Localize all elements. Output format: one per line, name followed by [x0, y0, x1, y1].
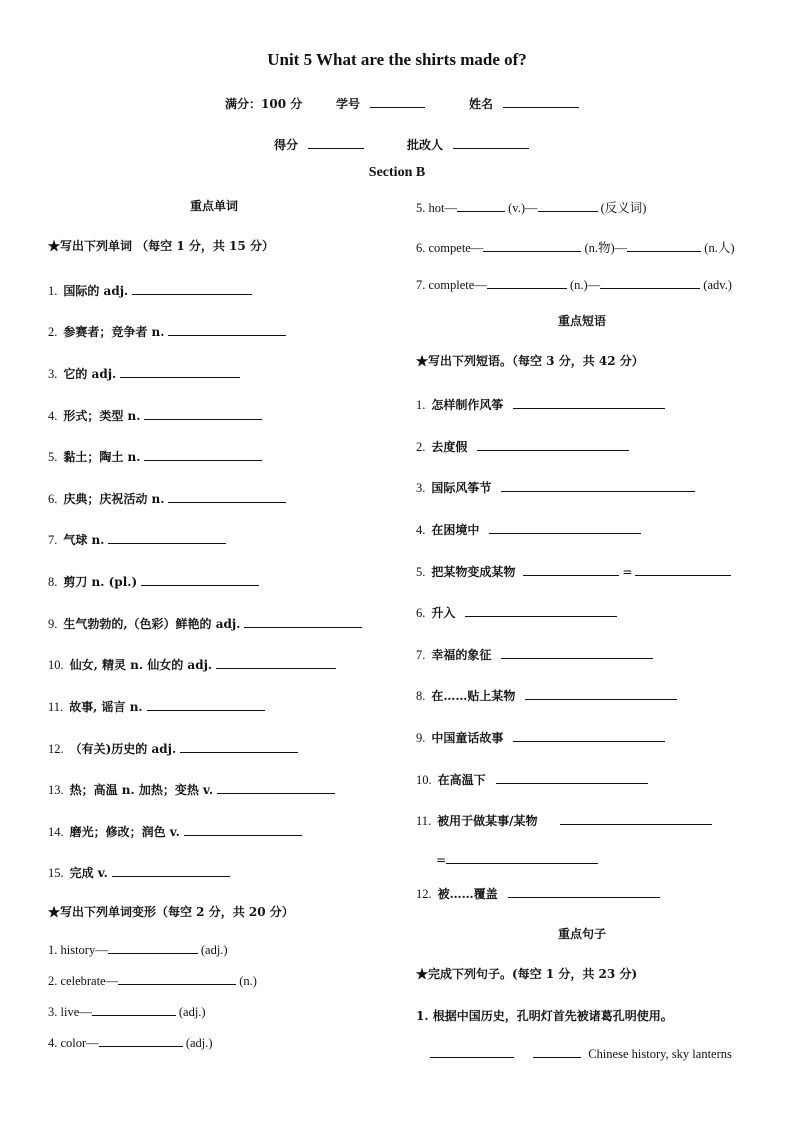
- item-number: 2.: [48, 325, 58, 339]
- item-text: 庆典；庆祝活动 n.: [63, 492, 165, 506]
- item-number: 12.: [416, 887, 432, 901]
- answer-blank[interactable]: [92, 1002, 176, 1016]
- word-item[interactable]: [48, 406, 262, 424]
- answer-blank[interactable]: [489, 520, 641, 534]
- item-number: 1.: [48, 284, 58, 298]
- answer-blank[interactable]: [446, 850, 598, 864]
- score-label: 得分: [274, 138, 299, 152]
- phrase-item[interactable]: [416, 811, 712, 829]
- form-item[interactable]: [416, 238, 735, 256]
- answer-blank[interactable]: [501, 478, 695, 492]
- item-text: 幸福的象征: [431, 648, 492, 662]
- answer-blank[interactable]: [513, 395, 665, 409]
- form-type: (n.): [239, 974, 257, 988]
- item-number: 10.: [416, 773, 432, 787]
- answer-blank[interactable]: [118, 971, 236, 985]
- student-no-blank[interactable]: [370, 95, 425, 108]
- phrase-item[interactable]: [416, 770, 648, 788]
- form-word: 7. complete—: [416, 278, 487, 292]
- answer-blank[interactable]: [141, 572, 259, 586]
- phrase-item[interactable]: [416, 645, 653, 663]
- words-heading: 重点单词: [190, 199, 239, 213]
- item-number: 10.: [48, 658, 64, 672]
- section-title: Section B: [368, 165, 426, 180]
- item-number: 6.: [48, 492, 58, 506]
- phrase-item[interactable]: [416, 603, 617, 621]
- item-number: 8.: [416, 689, 426, 703]
- item-number: 8.: [48, 575, 58, 589]
- form-note: (反义词): [600, 201, 647, 215]
- item-text: 黏土；陶土 n.: [63, 450, 141, 464]
- item-number: 14.: [48, 825, 64, 839]
- item-text: 被用于做某事/某物: [437, 814, 538, 828]
- form-word: 2. celebrate—: [48, 974, 119, 988]
- form-item[interactable]: [48, 1033, 213, 1051]
- word-item[interactable]: [48, 863, 230, 881]
- phrase-item[interactable]: [416, 520, 641, 538]
- answer-blank[interactable]: [477, 437, 629, 451]
- equals-sign: =: [436, 853, 447, 867]
- form-word: 6. compete—: [416, 241, 484, 255]
- item-text: 磨光；修改；润色 v.: [69, 825, 180, 839]
- item-number: 11.: [48, 700, 64, 714]
- form-type: (adj.): [185, 1036, 213, 1050]
- score-blank[interactable]: [308, 136, 364, 149]
- item-text: 生气勃勃的,（色彩）鲜艳的 adj.: [63, 617, 241, 631]
- answer-blank[interactable]: [132, 281, 252, 295]
- item-text: 中国童话故事: [431, 731, 504, 745]
- item-number: 3.: [48, 367, 58, 381]
- answer-blank[interactable]: [168, 322, 286, 336]
- form-item[interactable]: [48, 971, 257, 989]
- task-forms: ★写出下列单词变形（每空 2 分，共 20 分）: [48, 905, 294, 919]
- form-type: (v.)—: [508, 201, 538, 215]
- phrase-item[interactable]: [416, 562, 731, 580]
- phrase-item[interactable]: [416, 884, 660, 902]
- sentence-item: 1. 根据中国历史，孔明灯首先被诸葛孔明使用。: [416, 1009, 673, 1023]
- form-word: 3. live—: [48, 1005, 92, 1019]
- form-word: 1. history—: [48, 943, 108, 957]
- answer-blank[interactable]: [600, 275, 700, 289]
- item-text: 热；高温 n. 加热；变热 v.: [69, 783, 214, 797]
- item-text: 在困境中: [431, 523, 480, 537]
- answer-blank[interactable]: [496, 770, 648, 784]
- answer-blank[interactable]: [180, 739, 298, 753]
- item-number: 4.: [416, 523, 426, 537]
- phrases-heading: 重点短语: [558, 314, 607, 328]
- answer-blank[interactable]: [108, 940, 198, 954]
- item-number: 2.: [416, 440, 426, 454]
- equals-line[interactable]: [436, 850, 598, 868]
- phrase-item[interactable]: [416, 686, 677, 704]
- item-text: 把某物变成某物: [431, 565, 516, 579]
- answer-blank[interactable]: [538, 198, 598, 212]
- answer-blank[interactable]: [147, 697, 265, 711]
- answer-blank[interactable]: [184, 822, 302, 836]
- item-number: 15.: [48, 866, 64, 880]
- form-type: (adj.): [200, 943, 228, 957]
- word-item[interactable]: [48, 364, 240, 382]
- name-label: 姓名: [469, 97, 494, 111]
- item-number: 11.: [416, 814, 432, 828]
- item-number: 5.: [48, 450, 58, 464]
- item-number: 4.: [48, 409, 58, 423]
- item-text: 参赛者；竞争者 n.: [63, 325, 165, 339]
- answer-blank[interactable]: [457, 198, 505, 212]
- answer-blank[interactable]: [144, 447, 262, 461]
- word-item[interactable]: [48, 281, 252, 299]
- student-no-label: 学号: [336, 97, 361, 111]
- form-item[interactable]: [416, 198, 646, 216]
- item-text: 升入: [431, 606, 456, 620]
- answer-blank[interactable]: [112, 863, 230, 877]
- student-no-field[interactable]: [336, 95, 425, 112]
- form-item[interactable]: [48, 940, 228, 958]
- answer-blank[interactable]: [244, 614, 362, 628]
- full-score: 满分：100 分: [225, 97, 303, 111]
- phrase-item[interactable]: [416, 437, 629, 455]
- grader-label: 批改人: [407, 138, 444, 152]
- word-item[interactable]: [48, 489, 286, 507]
- answer-blank[interactable]: [508, 884, 660, 898]
- word-item[interactable]: [48, 739, 298, 757]
- item-text: 形式；类型 n.: [63, 409, 141, 423]
- word-item[interactable]: [48, 655, 336, 673]
- sentence-tail: Chinese history, sky lanterns: [588, 1047, 732, 1061]
- word-item[interactable]: [48, 822, 302, 840]
- item-text: 在高温下: [437, 773, 486, 787]
- item-text: 它的 adj.: [63, 367, 117, 381]
- form-type: (n.)—: [569, 278, 601, 292]
- answer-blank[interactable]: [108, 530, 226, 544]
- form-item[interactable]: [48, 1002, 206, 1020]
- task-words: ★写出下列单词 （每空 1 分，共 15 分）: [48, 239, 274, 253]
- item-text: 完成 v.: [69, 866, 108, 880]
- word-item[interactable]: [48, 530, 226, 548]
- phrase-item[interactable]: [416, 728, 665, 746]
- item-text: 被……覆盖: [437, 887, 498, 901]
- item-text: 剪刀 n. (pl.): [63, 575, 138, 589]
- item-number: 13.: [48, 783, 64, 797]
- answer-blank[interactable]: [627, 238, 701, 252]
- form-type: (adj.): [178, 1005, 206, 1019]
- item-number: 7.: [48, 533, 58, 547]
- answer-blank[interactable]: [635, 562, 731, 576]
- phrase-item[interactable]: [416, 395, 665, 413]
- item-text: 国际的 adj.: [63, 284, 129, 298]
- grader-field[interactable]: [407, 136, 529, 153]
- answer-blank[interactable]: [560, 811, 712, 825]
- name-field[interactable]: [469, 95, 579, 112]
- word-item[interactable]: [48, 447, 262, 465]
- word-item[interactable]: [48, 572, 259, 590]
- answer-blank[interactable]: [523, 562, 619, 576]
- answer-blank[interactable]: [120, 364, 240, 378]
- form-word: 5. hot—: [416, 201, 457, 215]
- item-number: 6.: [416, 606, 426, 620]
- answer-blank[interactable]: [430, 1044, 514, 1058]
- item-number: 12.: [48, 742, 64, 756]
- form-note: (adv.): [703, 278, 732, 292]
- score-field[interactable]: [274, 136, 364, 153]
- answer-blank[interactable]: [483, 238, 581, 252]
- item-text: 去度假: [431, 440, 468, 454]
- form-word: 4. color—: [48, 1036, 99, 1050]
- equals-sign: =: [622, 565, 633, 579]
- answer-blank[interactable]: [513, 728, 665, 742]
- name-blank[interactable]: [503, 95, 579, 108]
- task-sentences: ★完成下列句子。(每空 1 分，共 23 分): [416, 967, 638, 981]
- item-text: 在……贴上某物: [431, 689, 516, 703]
- item-text: 故事, 谣言 n.: [69, 700, 143, 714]
- word-item[interactable]: [48, 322, 286, 340]
- word-item[interactable]: [48, 697, 265, 715]
- item-number: 3.: [416, 481, 426, 495]
- answer-blank[interactable]: [487, 275, 567, 289]
- answer-blank[interactable]: [144, 406, 262, 420]
- answer-blank[interactable]: [533, 1044, 581, 1058]
- answer-blank[interactable]: [168, 489, 286, 503]
- item-text: （有关)历史的 adj.: [69, 742, 177, 756]
- item-text: 气球 n.: [63, 533, 105, 547]
- form-type: (n.物)—: [584, 241, 628, 255]
- task-phrases: ★写出下列短语。（每空 3 分，共 42 分）: [416, 354, 644, 368]
- form-note: (n.人): [704, 241, 735, 255]
- item-text: 仙女, 精灵 n. 仙女的 adj.: [69, 658, 213, 672]
- sentences-heading: 重点句子: [558, 927, 607, 941]
- phrase-item[interactable]: [416, 478, 695, 496]
- word-item[interactable]: [48, 780, 335, 798]
- item-number: 5.: [416, 565, 426, 579]
- item-text: 怎样制作风筝: [431, 398, 504, 412]
- answer-blank[interactable]: [525, 686, 677, 700]
- sentence-answer[interactable]: [430, 1044, 732, 1062]
- answer-blank[interactable]: [99, 1033, 183, 1047]
- answer-blank[interactable]: [217, 780, 335, 794]
- page-title: Unit 5 What are the shirts made of?: [267, 50, 527, 69]
- form-item[interactable]: [416, 275, 732, 293]
- word-item[interactable]: [48, 614, 362, 632]
- answer-blank[interactable]: [465, 603, 617, 617]
- answer-blank[interactable]: [216, 655, 336, 669]
- answer-blank[interactable]: [501, 645, 653, 659]
- item-number: 1.: [416, 398, 426, 412]
- item-number: 7.: [416, 648, 426, 662]
- grader-blank[interactable]: [453, 136, 529, 149]
- item-number: 9.: [48, 617, 58, 631]
- item-number: 9.: [416, 731, 426, 745]
- item-text: 国际风筝节: [431, 481, 492, 495]
